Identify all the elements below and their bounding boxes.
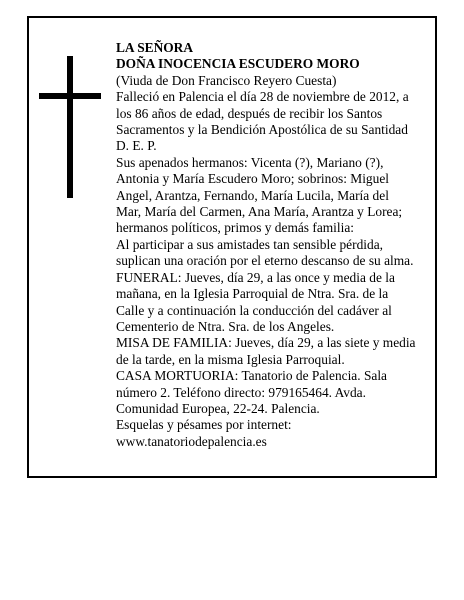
condolences-paragraph-line: Esquelas y pésames por internet: bbox=[116, 417, 292, 433]
mass-paragraph-line: de la tarde, en la misma Iglesia Parroquial. bbox=[116, 351, 345, 367]
mortuary-paragraph-line: Comunidad Europea, 22-24. Palencia. bbox=[116, 400, 320, 416]
condolences-website: www.tanatoriodepalencia.es bbox=[116, 433, 267, 449]
family-paragraph-line: Mar, María del Carmen, Ana María, Arantza y Lorea; bbox=[116, 204, 403, 220]
funeral-paragraph-line: Cementerio de Ntra. Sra. de los Angeles. bbox=[116, 318, 335, 334]
death-paragraph-line: Falleció en Palencia el día 28 de noviembre de 2012, a bbox=[116, 89, 409, 105]
family-paragraph-line: hermanos políticos, primos y demás familia: bbox=[116, 220, 355, 236]
latin-cross-icon bbox=[39, 56, 101, 198]
obituary-text bbox=[116, 40, 432, 450]
family-paragraph-line: Angel, Arantza, Fernando, María Lucila, María del bbox=[116, 187, 389, 203]
deceased-name: DOÑA INOCENCIA ESCUDERO MORO bbox=[116, 56, 360, 72]
family-paragraph-line: Antonia y María Escudero Moro; sobrinos: Miguel bbox=[116, 171, 389, 187]
heading-title: LA SEÑORA bbox=[116, 40, 194, 55]
funeral-paragraph-line: FUNERAL: Jueves, día 29, a las once y media de la bbox=[116, 269, 395, 285]
prayer-paragraph-line: suplican una oración por el eterno descanso de su alma. bbox=[116, 253, 414, 269]
cross-vertical-bar bbox=[67, 56, 73, 198]
mortuary-paragraph-line: CASA MORTUORIA: Tanatorio de Palencia. Sala bbox=[116, 368, 387, 384]
mortuary-paragraph-line: número 2. Teléfono directo: 979165464. Avda. bbox=[116, 384, 366, 400]
cross-horizontal-bar bbox=[39, 93, 101, 99]
obituary-notice bbox=[27, 16, 437, 478]
funeral-paragraph-line: mañana, en la Iglesia Parroquial de Ntra. Sra. de la bbox=[116, 286, 389, 302]
death-paragraph-line: los 86 años de edad, después de recibir los Santos bbox=[116, 105, 383, 121]
widow-of-line: (Viuda de Don Francisco Reyero Cuesta) bbox=[116, 72, 337, 88]
death-paragraph-line: D. E. P. bbox=[116, 138, 157, 154]
family-paragraph-line: Sus apenados hermanos: Vicenta (?), Mariano (?), bbox=[116, 154, 384, 170]
funeral-paragraph-line: Calle y a continuación la conducción del cadáver al bbox=[116, 302, 392, 318]
mass-paragraph-line: MISA DE FAMILIA: Jueves, día 29, a las siete y media bbox=[116, 335, 416, 351]
death-paragraph-line: Sacramentos y la Bendición Apostólica de su Santidad bbox=[116, 122, 408, 138]
prayer-paragraph-line: Al participar a sus amistades tan sensible pérdida, bbox=[116, 236, 383, 252]
